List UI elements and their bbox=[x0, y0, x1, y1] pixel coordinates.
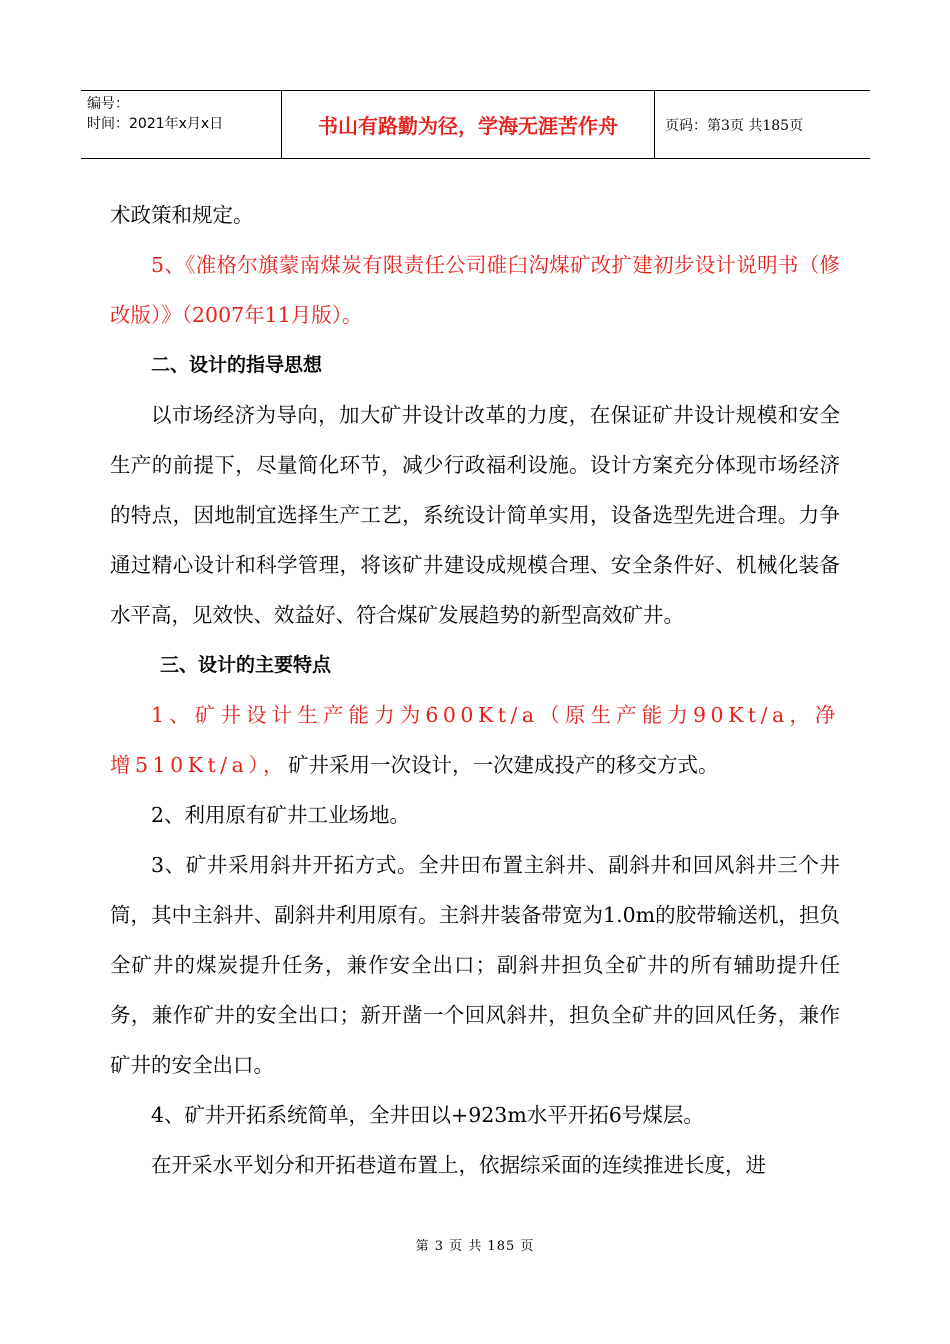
header-motto: 书山有路勤为径，学海无涯苦作舟 bbox=[281, 91, 655, 158]
document-body bbox=[110, 190, 840, 1190]
header-meta bbox=[81, 91, 281, 158]
feature-item-3: 3、矿井采用斜井开拓方式。全井田布置主斜井、副斜井和回风斜井三个井筒，其中主斜井、副斜井利用原有。主斜井装备带宽为1.0m的胶带输送机，担负全矿井的煤炭提升任务，兼作安全出口；副斜井担负全矿井的所有辅助提升任务，兼作矿井的安全出口；新开凿一个回风斜井，担负全矿井的回风任务，兼作矿井的安全出口。 bbox=[110, 853, 840, 1077]
serial-label: 编号： bbox=[87, 96, 129, 112]
section-heading-2: 二、设计的指导思想 bbox=[151, 354, 323, 376]
paragraph-layout: 在开采水平划分和开拓巷道布置上，依据综采面的连续推进长度，进 bbox=[151, 1153, 766, 1177]
page-header bbox=[81, 90, 870, 159]
feature-item-1 bbox=[110, 690, 840, 790]
time-label: 时间：2021年x月x日 bbox=[87, 116, 224, 132]
section-heading-3: 三、设计的主要特点 bbox=[160, 654, 332, 676]
header-page-label: 页码：第3页 共185页 bbox=[665, 117, 804, 134]
paragraph-continuation: 术政策和规定。 bbox=[110, 203, 254, 227]
feature-item-4: 4、矿井开拓系统简单，全井田以+923m水平开拓6号煤层。 bbox=[151, 1103, 704, 1127]
paragraph-guiding-idea: 以市场经济为导向，加大矿井设计改革的力度，在保证矿井设计规模和安全生产的前提下，尽量简化环节，减少行政福利设施。设计方案充分体现市场经济的特点，因地制宜选择生产工艺，系统设计简单实用，设备选型先进合理。力争通过精心设计和科学管理，将该矿井建设成规模合理、安全条件好、机械化装备水平高，见效快、效益好、符合煤矿发展趋势的新型高效矿井。 bbox=[110, 403, 840, 627]
reference-item-5: 5、《准格尔旗蒙南煤炭有限责任公司碓臼沟煤矿改扩建初步设计说明书（修改版）》（2007年11月版）。 bbox=[110, 253, 840, 327]
feature-item-2: 2、利用原有矿井工业场地。 bbox=[151, 803, 411, 827]
feature-item-1-rest: 矿井采用一次设计，一次建成投产的移交方式。 bbox=[288, 753, 719, 777]
page-footer: 第 3 页 共 185 页 bbox=[415, 1239, 535, 1254]
feature-item-1-highlight: 1、矿井设计生产能力为600Kt/a（原生产能力90Kt/a，净增510Kt/a）， bbox=[110, 703, 840, 777]
